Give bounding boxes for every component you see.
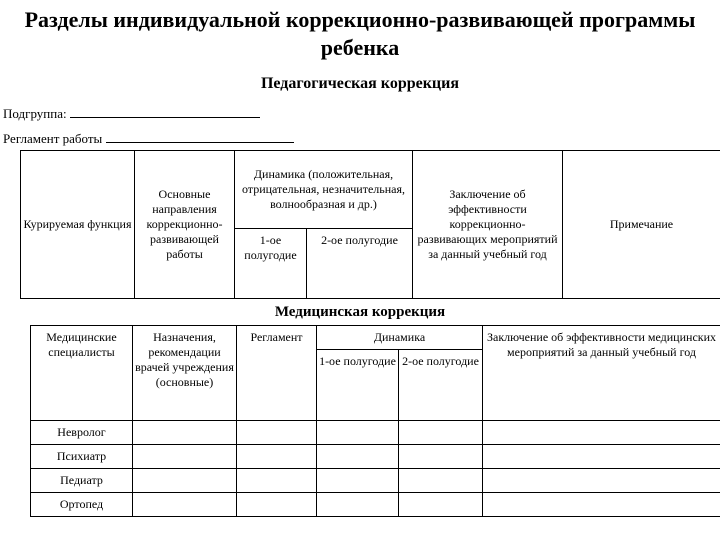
- med-cell: [399, 493, 483, 517]
- med-row-label: Педиатр: [31, 469, 133, 493]
- med-cell: [317, 445, 399, 469]
- subgroup-field: [3, 105, 260, 122]
- med-cell: [483, 445, 720, 469]
- ped-header-note: Примечание: [563, 151, 720, 299]
- med-row-label: Ортопед: [31, 493, 133, 517]
- med-cell: [133, 445, 237, 469]
- med-cell: [133, 469, 237, 493]
- schedule-blank-line: [106, 130, 294, 143]
- med-cell: [237, 445, 317, 469]
- med-row-label: Психиатр: [31, 445, 133, 469]
- medical-heading: Медицинская коррекция: [274, 304, 446, 320]
- med-cell: [133, 493, 237, 517]
- ped-header-directions: Основные направления коррекционно-развивающей работы: [135, 151, 235, 299]
- med-cell: [483, 469, 720, 493]
- page-title: Разделы индивидуальной коррекционно-развивающей программы ребенка: [24, 7, 696, 60]
- ped-header-half1: 1-ое полугодие: [235, 229, 307, 299]
- med-header-specialists: Медицинские специалисты: [31, 326, 133, 421]
- schedule-label: Регламент работы: [3, 131, 103, 146]
- med-header-prescriptions: Назначения, рекомендации врачей учреждения (основные): [133, 326, 237, 421]
- subgroup-blank-line: [70, 105, 260, 118]
- med-header-half1: 1-ое полугодие: [317, 350, 399, 421]
- med-cell: [237, 469, 317, 493]
- ped-header-half2: 2-ое полугодие: [307, 229, 413, 299]
- med-cell: [399, 469, 483, 493]
- med-cell: [317, 493, 399, 517]
- medical-table: [30, 325, 720, 517]
- med-cell: [237, 421, 317, 445]
- med-header-schedule: Регламент: [237, 326, 317, 421]
- ped-header-conclusion: Заключение об эффективности коррекционно-развивающих мероприятий за данный учебный год: [413, 151, 563, 299]
- med-cell: [399, 445, 483, 469]
- med-cell: [483, 493, 720, 517]
- schedule-field: [3, 130, 294, 147]
- med-cell: [133, 421, 237, 445]
- med-row-label: Невролог: [31, 421, 133, 445]
- med-header-half2: 2-ое полугодие: [399, 350, 483, 421]
- med-header-dynamics: Динамика: [317, 326, 483, 350]
- pedagogical-table: [20, 150, 720, 299]
- subgroup-label: Подгруппа:: [3, 106, 67, 121]
- med-cell: [237, 493, 317, 517]
- med-cell: [483, 421, 720, 445]
- med-cell: [317, 469, 399, 493]
- ped-header-dynamics: Динамика (положительная, отрицательная, незначительная, волнообразная и др.): [235, 151, 413, 229]
- med-header-conclusion: Заключение об эффективности медицинских мероприятий за данный учебный год: [483, 326, 720, 421]
- pedagogical-heading: Педагогическая коррекция: [260, 75, 460, 92]
- med-cell: [399, 421, 483, 445]
- ped-header-function: Курируемая функция: [21, 151, 135, 299]
- med-cell: [317, 421, 399, 445]
